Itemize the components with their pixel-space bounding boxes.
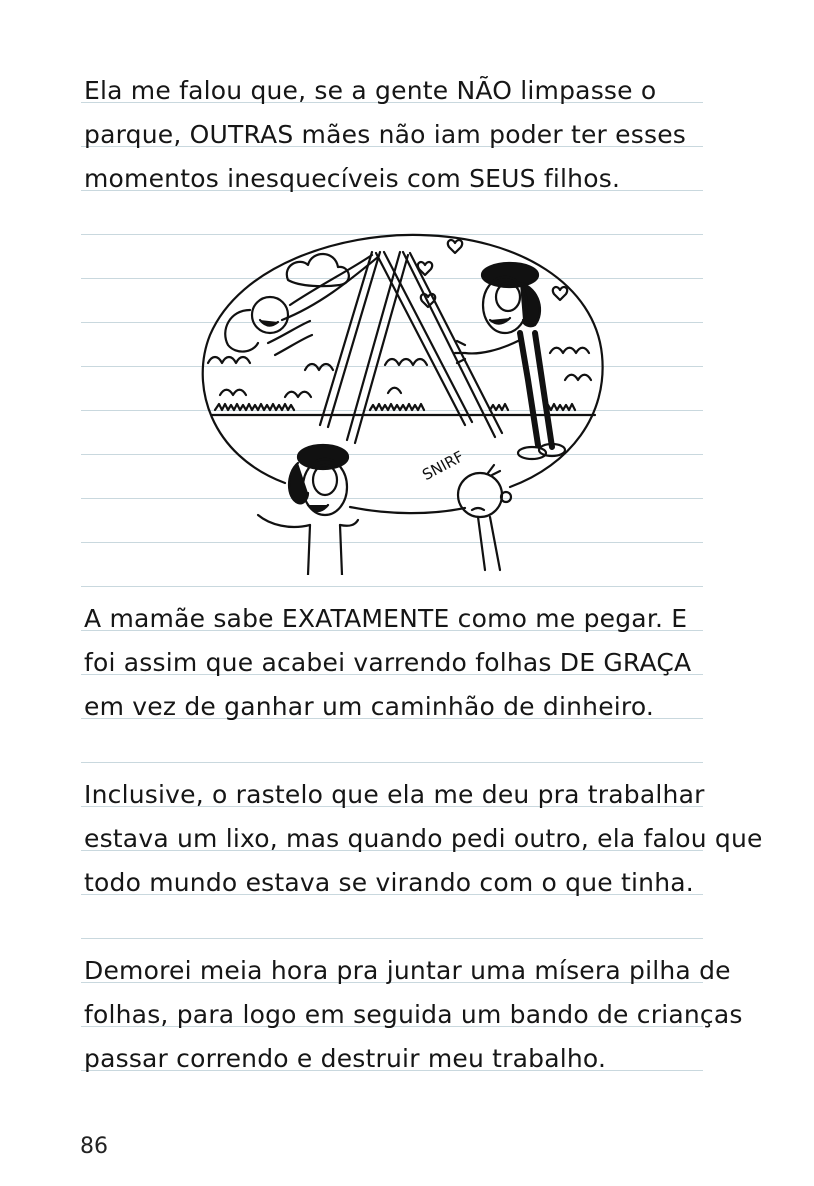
paragraph-4-line-1: Demorei meia hora pra juntar uma mísera pilha de <box>84 956 731 985</box>
paragraph-2-line-3: em vez de ganhar um caminhão de dinheiro. <box>84 692 655 721</box>
mom-arm <box>455 340 520 363</box>
swing-set-illustration <box>190 225 610 575</box>
bush <box>388 388 401 393</box>
bush <box>385 359 427 365</box>
bush <box>208 357 250 363</box>
greg-mouth <box>472 508 484 510</box>
paragraph-1-line-2: parque, OUTRAS mães não iam poder ter esses <box>84 120 687 149</box>
fg-mom-body <box>308 525 342 575</box>
grass <box>370 404 424 410</box>
bush <box>220 390 246 395</box>
fg-mom-arms <box>258 515 358 527</box>
bush <box>565 375 591 380</box>
paragraph-3-line-2: estava um lixo, mas quando pedi outro, ela falou que <box>84 824 763 853</box>
ruled-line <box>81 586 703 587</box>
mom-mouth <box>490 318 510 324</box>
ruled-line <box>81 762 703 763</box>
child-head <box>252 297 288 333</box>
swing-frame-right-a <box>376 252 472 425</box>
bush <box>285 392 311 397</box>
greg-hair <box>488 465 500 475</box>
sound-effect-snirf: SNIRF <box>419 447 467 485</box>
paragraph-2-line-1: A mamãe sabe EXATAMENTE como me pegar. E <box>84 604 688 633</box>
paragraph-3-line-3: todo mundo estava se virando com o que tinha. <box>84 868 694 897</box>
ruled-line <box>81 938 703 939</box>
heart-icon <box>448 240 462 253</box>
paragraph-1-line-3: momentos inesquecíveis com SEUS filhos. <box>84 164 621 193</box>
heart-icon <box>553 287 567 300</box>
paragraph-3-line-1: Inclusive, o rastelo que ela me deu pra trabalhar <box>84 780 705 809</box>
greg-body <box>478 517 500 570</box>
grass <box>215 404 294 410</box>
bush <box>550 348 589 353</box>
paragraph-4-line-2: folhas, para logo em seguida um bando de crianças <box>84 1000 743 1029</box>
paragraph-4-line-3: passar correndo e destruir meu trabalho. <box>84 1044 607 1073</box>
greg-head <box>458 473 502 517</box>
paragraph-1-line-1: Ela me falou que, se a gente NÃO limpasse o <box>84 76 657 105</box>
paragraph-2-line-2: foi assim que acabei varrendo folhas DE GRAÇA <box>84 648 692 677</box>
page-number: 86 <box>80 1134 108 1159</box>
motion-lines <box>268 321 312 355</box>
bush <box>305 364 333 370</box>
mom-body <box>520 333 552 447</box>
child-mouth <box>260 320 278 326</box>
